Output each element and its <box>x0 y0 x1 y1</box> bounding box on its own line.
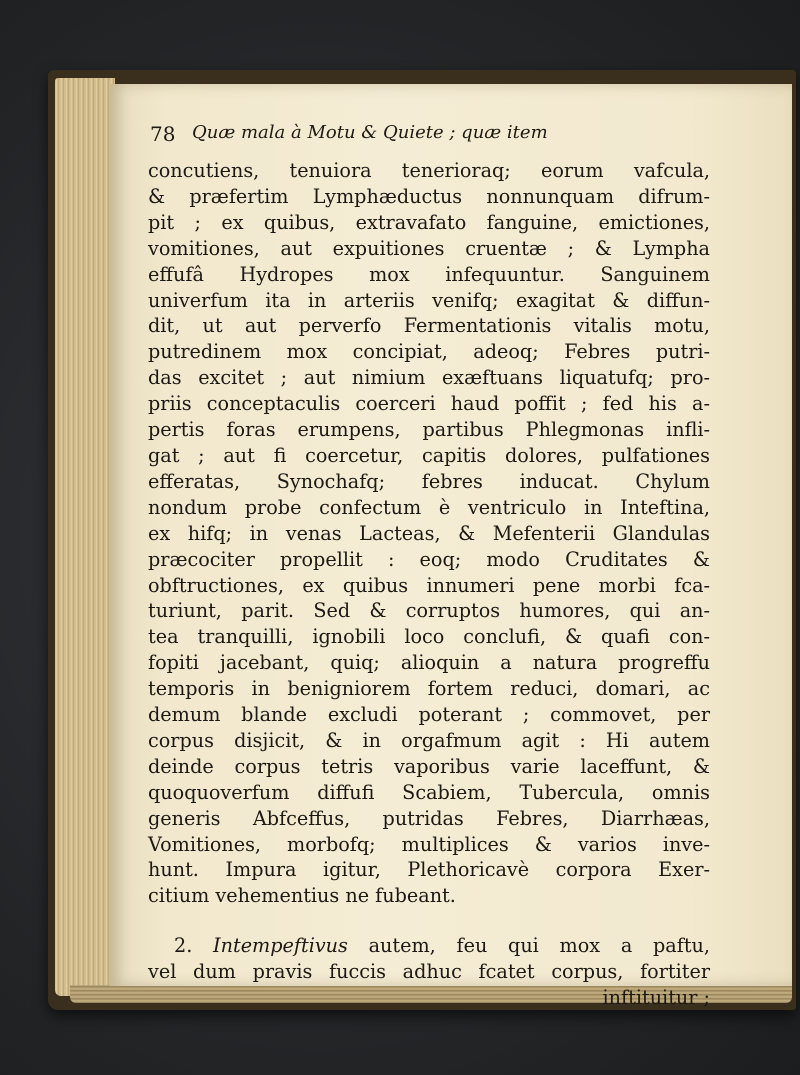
paragraph-2-line-1 <box>148 933 710 959</box>
text-line: citium vehementius ne fubeant. <box>148 884 456 908</box>
text-line: efferatas, Synochafq; febres inducat. Chylum <box>148 469 710 493</box>
text-line: pertis foras erumpens, partibus Phlegmonas infli- <box>148 418 710 442</box>
text-line: temporis in benigniorem fortem reduci, domari, ac <box>148 677 710 701</box>
text-line: das excitet ; aut nimium exæftuans liquatufq; pro- <box>148 366 710 390</box>
text-line: præcociter propellit : eoq; modo Cruditates & <box>148 547 710 571</box>
text-line: generis Abfceffus, putridas Febres, Diarrhæas, <box>148 806 710 830</box>
catchword: inftituitur ; <box>602 986 710 1010</box>
text-line: concutiens, tenuiora tenerioraq; eorum vafcula, <box>148 159 710 182</box>
text-line: effufâ Hydropes mox infequuntur. Sanguinem <box>148 262 710 286</box>
text-line: deinde corpus tetris vaporibus varie laceffunt, & <box>148 754 710 778</box>
text-line: putredinem mox concipiat, adeoq; Febres putri- <box>148 340 710 364</box>
paragraph-2-line-2: vel dum pravis fuccis adhuc fcatet corpus, fortiter <box>148 960 710 984</box>
paragraph-number: 2. <box>174 934 193 958</box>
text-line: ex hifq; in venas Lacteas, & Mefenterii Glandulas <box>148 521 710 545</box>
text-line: obftructiones, ex quibus innumeri pene morbi fca- <box>148 573 710 597</box>
paragraph-gap <box>148 909 710 933</box>
text-line: vomitiones, aut expuitiones cruentæ ; & Lympha <box>148 236 710 260</box>
text-line: univerfum ita in arteriis venifq; exagitat & diffun- <box>148 288 710 312</box>
text-line: priis conceptaculis coerceri haud poffit ; fed his a- <box>148 392 710 416</box>
text-line: corpus disjicit, & in orgafmum agit : Hi autem <box>148 728 710 752</box>
text-line: fopiti jacebant, quiq; alioquin a natura progreffu <box>148 651 710 675</box>
body-text <box>148 158 710 1011</box>
page-edges-left <box>55 78 115 996</box>
paragraph-2-line-1-rest: autem, feu qui mox a paftu, <box>368 934 710 958</box>
italic-term: Intempeftivus <box>213 934 348 958</box>
text-line: demum blande excludi poterant ; commovet, per <box>148 703 710 727</box>
page-header <box>150 118 710 148</box>
text-line: Vomitiones, morbofq; multiplices & varios inve- <box>148 832 710 856</box>
text-line: & præfertim Lymphæductus nonnunquam difrum- <box>148 184 710 208</box>
text-line: nondum probe confectum è ventriculo in Inteftina, <box>148 495 710 519</box>
text-line: turiunt, parit. Sed & corruptos humores, qui an- <box>148 599 710 623</box>
text-line: hunt. Impura igitur, Plethoricavè corpora Exer- <box>148 858 710 882</box>
running-title: Quæ mala à Motu & Quiete ; quæ item <box>192 122 548 143</box>
text-line: tea tranquilli, ignobili loco conclufi, & quafi con- <box>148 625 710 649</box>
text-line: gat ; aut fi coercetur, capitis dolores, pulfationes <box>148 443 710 467</box>
text-line: pit ; ex quibus, extravafato fanguine, emictiones, <box>148 210 710 234</box>
text-line: quoquoverfum diffufi Scabiem, Tubercula, omnis <box>148 780 710 804</box>
text-line: dit, ut aut perverfo Fermentationis vitalis motu, <box>148 314 710 338</box>
page-number: 78 <box>150 122 176 146</box>
